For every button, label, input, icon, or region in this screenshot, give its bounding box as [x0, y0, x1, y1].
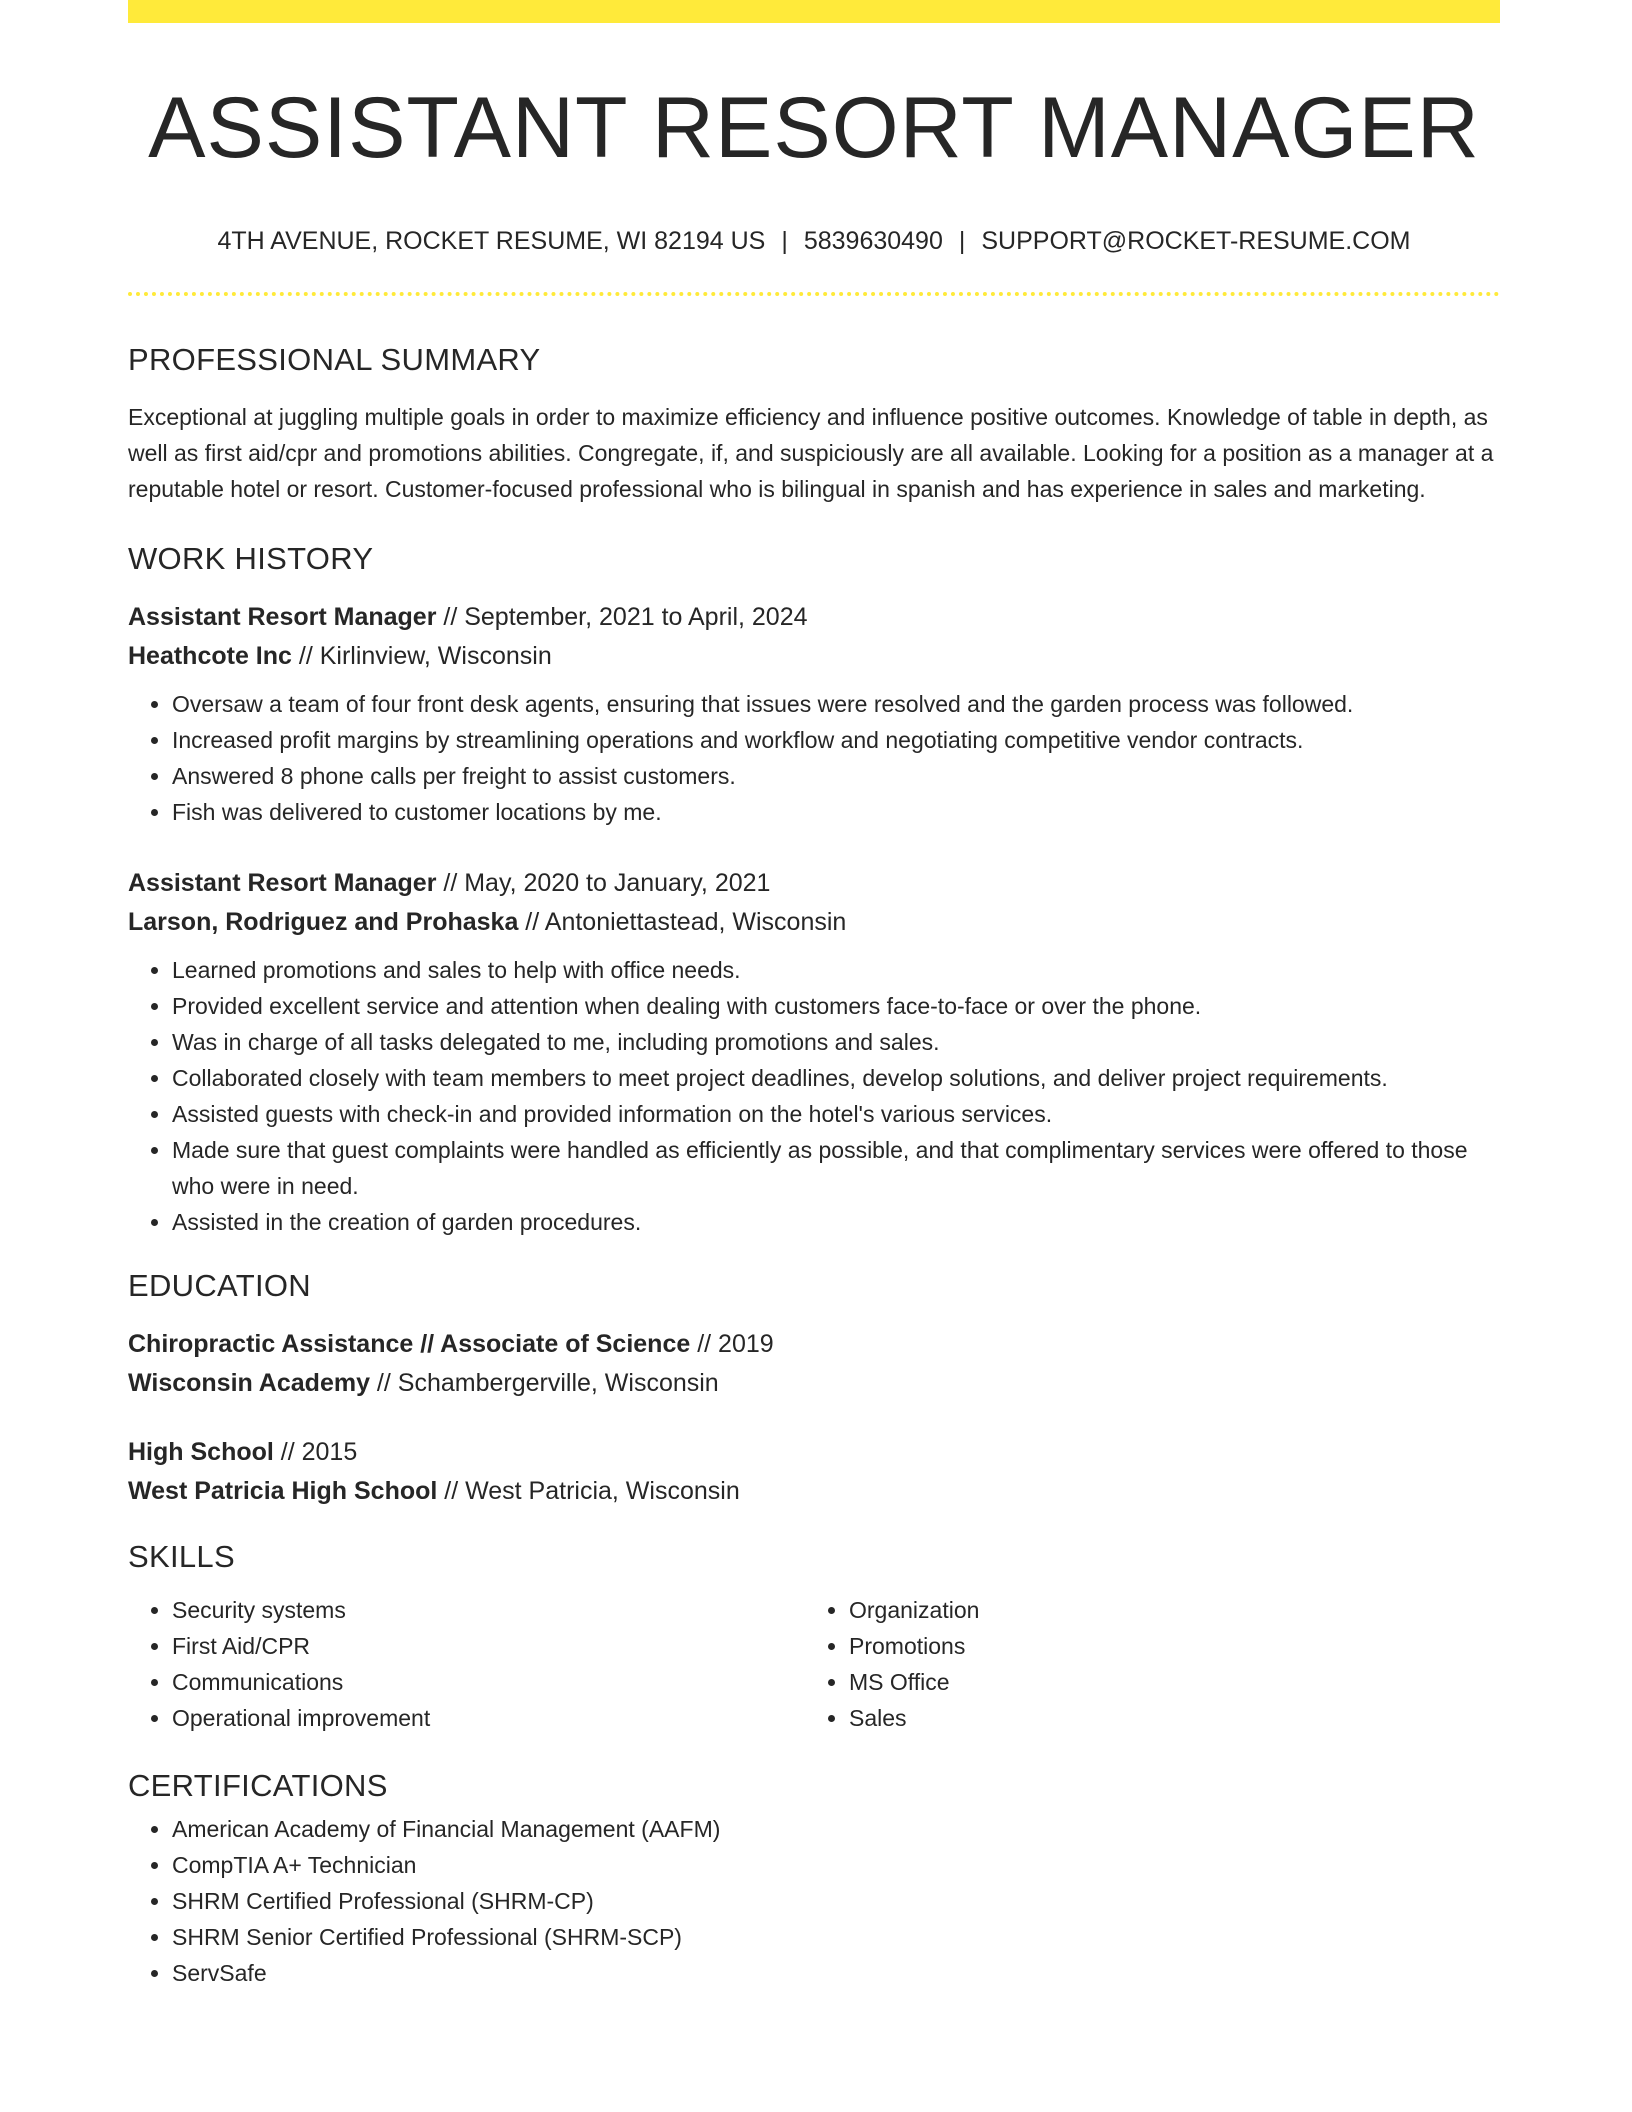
job-role-line — [128, 864, 1500, 903]
job-company-line — [128, 637, 1500, 676]
certifications-list — [128, 1811, 1500, 1991]
list-item: • Collaborated closely with team members to meet project deadlines, develop solutions, and deliver project requirements. — [172, 1060, 1500, 1096]
summary-text: Exceptional at juggling multiple goals in order to maximize efficiency and influence positive outcomes. Knowledge of table in depth, as well as first aid/cpr and promotions abilities. Congregate, if, and suspiciously are all available. Looking for a position as a manager at a reputable hotel or resort. Customer-focused professional who is bilingual in spanish and has experience in sales and marketing. — [128, 404, 1494, 502]
job-location: // Kirlinview, Wisconsin — [291, 642, 552, 670]
list-item: • Was in charge of all tasks delegated to me, including promotions and sales. — [172, 1024, 1500, 1060]
list-item: • Learned promotions and sales to help with office needs. — [172, 952, 1500, 988]
job-company: Heathcote Inc — [128, 642, 292, 670]
education-entry — [128, 1325, 1500, 1403]
job-dates: // May, 2020 to January, 2021 — [436, 869, 771, 897]
skills-grid — [128, 1592, 1500, 1736]
list-item: • Made sure that guest complaints were handled as efficiently as possible, and that complimentary services were offered to those who were in need. — [172, 1132, 1500, 1204]
education-degree-line — [128, 1325, 1500, 1364]
section-title-certifications: CERTIFICATIONS — [128, 1768, 388, 1803]
job-role: Assistant Resort Manager — [128, 603, 437, 631]
job-entry — [128, 598, 1500, 830]
dotted-divider — [128, 292, 1500, 296]
education-degree: High School — [128, 1438, 274, 1466]
skills-list-right — [805, 1592, 1500, 1736]
section-title-summary: PROFESSIONAL SUMMARY — [128, 342, 541, 377]
skill-item: • Communications — [172, 1664, 805, 1700]
job-role-line — [128, 598, 1500, 637]
education-degree: Chiropractic Assistance // Associate of Science — [128, 1330, 691, 1358]
education-entry — [128, 1433, 1500, 1511]
education-location: // Schambergerville, Wisconsin — [369, 1369, 719, 1397]
job-dates: // September, 2021 to April, 2024 — [436, 603, 808, 631]
contact-email: SUPPORT@ROCKET-RESUME.COM — [981, 227, 1411, 255]
list-item: • Assisted guests with check-in and provided information on the hotel's various services. — [172, 1096, 1500, 1132]
resume-name: ASSISTANT RESORT MANAGER — [148, 80, 1480, 176]
skill-item: • Organization — [849, 1592, 1500, 1628]
list-item: • Increased profit margins by streamlining operations and workflow and negotiating competitive vendor contracts. — [172, 722, 1500, 758]
contact-line — [128, 229, 1500, 254]
certification-item: • American Academy of Financial Management (AAFM) — [172, 1811, 1500, 1847]
list-item: • Assisted in the creation of garden procedures. — [172, 1204, 1500, 1240]
job-location: // Antoniettastead, Wisconsin — [518, 908, 847, 936]
skill-item: • Security systems — [172, 1592, 805, 1628]
skill-item: • First Aid/CPR — [172, 1628, 805, 1664]
section-title-work-history: WORK HISTORY — [128, 541, 374, 576]
skill-item: • Promotions — [849, 1628, 1500, 1664]
certification-item: • SHRM Senior Certified Professional (SHRM-SCP) — [172, 1919, 1500, 1955]
education-school-line — [128, 1364, 1500, 1403]
education-school: Wisconsin Academy — [128, 1369, 370, 1397]
contact-separator: | — [781, 227, 788, 255]
certification-item: • CompTIA A+ Technician — [172, 1847, 1500, 1883]
list-item: • Oversaw a team of four front desk agents, ensuring that issues were resolved and the garden process was followed. — [172, 686, 1500, 722]
education-year: // 2015 — [273, 1438, 358, 1466]
job-company: Larson, Rodriguez and Prohaska — [128, 908, 519, 936]
skill-item: • MS Office — [849, 1664, 1500, 1700]
contact-separator: | — [958, 227, 966, 255]
skill-item: • Sales — [849, 1700, 1500, 1736]
certification-item: • SHRM Certified Professional (SHRM-CP) — [172, 1883, 1500, 1919]
education-location: // West Patricia, Wisconsin — [437, 1477, 740, 1505]
accent-bar — [128, 0, 1500, 23]
education-year: // 2019 — [690, 1330, 774, 1358]
education-degree-line — [128, 1433, 1500, 1472]
list-item: • Provided excellent service and attention when dealing with customers face-to-face or over the phone. — [172, 988, 1500, 1024]
list-item: • Answered 8 phone calls per freight to assist customers. — [172, 758, 1500, 794]
list-item: • Fish was delivered to customer locations by me. — [172, 794, 1500, 830]
section-title-education: EDUCATION — [128, 1268, 311, 1303]
resume-page — [128, 0, 1500, 1991]
contact-address: 4TH AVENUE, ROCKET RESUME, WI 82194 US — [217, 227, 766, 255]
job-company-line — [128, 903, 1500, 942]
skills-list-left — [128, 1592, 805, 1736]
job-role: Assistant Resort Manager — [128, 869, 437, 897]
section-title-skills: SKILLS — [128, 1539, 235, 1574]
education-school: West Patricia High School — [128, 1477, 438, 1505]
skill-item: • Operational improvement — [172, 1700, 805, 1736]
education-school-line — [128, 1472, 1500, 1511]
certification-item: • ServSafe — [172, 1955, 1500, 1991]
contact-phone: 5839630490 — [803, 227, 943, 255]
job-entry — [128, 864, 1500, 1240]
job-bullet-list — [128, 686, 1500, 830]
job-bullet-list — [128, 952, 1500, 1240]
